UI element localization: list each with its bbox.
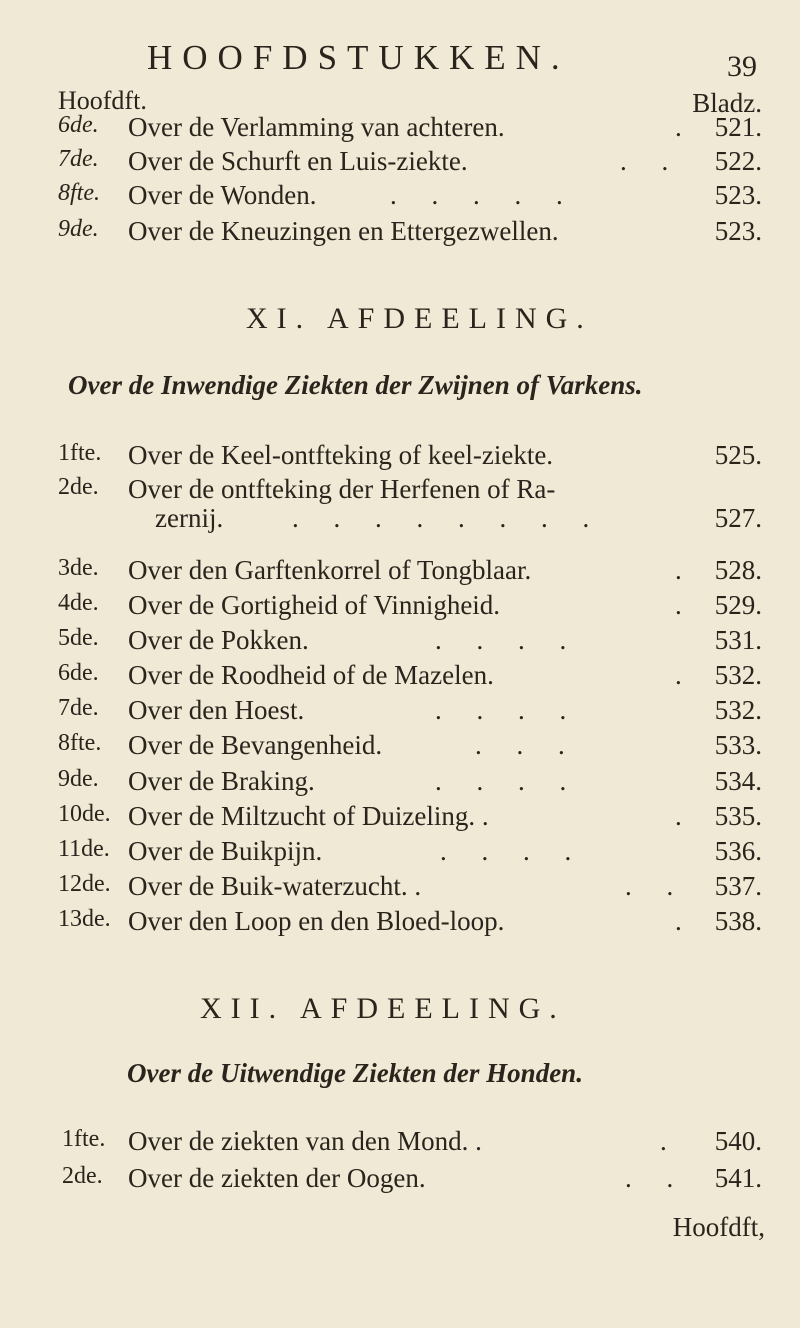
column-label-page: Bladz. <box>692 88 762 118</box>
entry-page: 538. <box>714 906 762 936</box>
entry-title: Over de Gortigheid of Vinnigheid. <box>128 590 501 620</box>
entry-number: 11de. <box>58 836 110 862</box>
entry-page: 534. <box>714 766 762 796</box>
entry-page: 533. <box>714 730 762 760</box>
entry-number: 1fte. <box>58 440 102 466</box>
entry-title: Over den Loop en den Bloed-loop. <box>128 906 505 936</box>
entry-title: Over de Buik-waterzucht. . <box>128 871 422 901</box>
entry-number: 7de. <box>58 146 99 172</box>
toc-entry <box>0 180 800 220</box>
entry-number: 5de. <box>58 625 99 651</box>
entry-title: Over de Schurft en Luis-ziekte. <box>128 146 468 176</box>
toc-entry <box>0 1126 800 1166</box>
toc-entry <box>0 871 800 911</box>
running-head: HOOFDSTUKKEN. <box>147 38 570 77</box>
entry-title: Over de Kneuzingen en Ettergezwellen. <box>128 216 559 246</box>
entry-number: 9de. <box>58 216 99 242</box>
section-subtitle-xii: Over de Uitwendige Ziekten der Honden. <box>127 1058 583 1088</box>
leader-dots: . <box>660 1126 681 1156</box>
leader-dots: . . . . <box>435 625 581 655</box>
section-subtitle-xi: Over de Inwendige Ziekten der Zwijnen of Varkens. <box>68 370 643 400</box>
entry-page: 523. <box>714 180 762 210</box>
entry-number: 3de. <box>58 555 99 581</box>
section-heading-xii: XII. AFDEELING. <box>200 992 566 1025</box>
column-label-chapter: Hoofdft. <box>58 86 147 115</box>
entry-title: Over de Roodheid of de Mazelen. <box>128 660 494 690</box>
entry-number: 9de. <box>58 766 99 792</box>
section-heading-xi: XI. AFDEELING. <box>246 302 593 335</box>
entry-page: 529. <box>714 590 762 620</box>
entry-page: 532. <box>714 660 762 690</box>
leader-dots: . . . . <box>440 836 586 866</box>
entry-number: 2de. <box>62 1163 103 1189</box>
entry-number: 8fte. <box>58 730 102 756</box>
toc-entry <box>0 730 800 770</box>
entry-page: 531. <box>714 625 762 655</box>
entry-title: Over den Garftenkorrel of Tongblaar. <box>128 555 532 585</box>
entry-title: zernij. <box>155 503 224 533</box>
entry-number: 6de. <box>58 660 99 686</box>
leader-dots: . . <box>625 871 688 901</box>
entry-number: 1fte. <box>62 1126 106 1152</box>
entry-title: Over de ontfteking der Herfenen of Ra- <box>128 474 556 504</box>
entry-number: 4de. <box>58 590 99 616</box>
page-number: 39 <box>727 50 757 83</box>
entry-number: 6de. <box>58 112 99 138</box>
leader-dots: . . . . . <box>390 180 577 210</box>
entry-page: 528. <box>714 555 762 585</box>
toc-entry <box>0 695 800 735</box>
entry-number: 13de. <box>58 906 111 932</box>
leader-dots: . <box>675 906 696 936</box>
entry-page: 521. <box>714 112 762 142</box>
leader-dots: . . <box>620 146 683 176</box>
entry-page: 540. <box>714 1126 762 1156</box>
toc-entry <box>0 906 800 946</box>
entry-title: Over de Braking. <box>128 766 315 796</box>
leader-dots: . <box>675 555 696 585</box>
leader-dots: . . . . <box>435 695 581 725</box>
entry-page: 535. <box>714 801 762 831</box>
entry-page: 537. <box>714 871 762 901</box>
entry-page: 522. <box>714 146 762 176</box>
entry-page: 523. <box>714 216 762 246</box>
leader-dots: . . <box>625 1163 688 1193</box>
leader-dots: . <box>675 590 696 620</box>
leader-dots: . . . . <box>435 766 581 796</box>
toc-entry-continuation <box>0 503 800 543</box>
toc-entry <box>0 660 800 700</box>
catchword: Hoofdft, <box>672 1212 765 1242</box>
entry-title: Over de Bevangenheid. <box>128 730 383 760</box>
entry-title: Over de Wonden. <box>128 180 317 210</box>
entry-title: Over den Hoest. <box>128 695 305 725</box>
leader-dots: . . . <box>475 730 579 760</box>
leader-dots: . . . . . . . . <box>292 503 604 533</box>
toc-entry <box>0 216 800 256</box>
toc-entry <box>0 1163 800 1203</box>
entry-title: Over de Pokken. <box>128 625 309 655</box>
toc-entry <box>0 766 800 806</box>
toc-entry <box>0 555 800 595</box>
entry-number: 7de. <box>58 695 99 721</box>
entry-title: Over de Keel-ontfteking of keel-ziekte. <box>128 440 554 470</box>
entry-number: 12de. <box>58 871 111 897</box>
entry-number: 2de. <box>58 474 99 500</box>
entry-page: 527. <box>714 503 762 533</box>
entry-page: 532. <box>714 695 762 725</box>
entry-page: 525. <box>714 440 762 470</box>
leader-dots: . <box>675 801 696 831</box>
entry-page: 541. <box>714 1163 762 1193</box>
toc-entry <box>0 801 800 841</box>
entry-title: Over de ziekten van den Mond. . <box>128 1126 482 1156</box>
entry-number: 10de. <box>58 801 111 827</box>
entry-title: Over de Buikpijn. <box>128 836 323 866</box>
toc-entry <box>0 836 800 876</box>
entry-number: 8fte. <box>58 180 100 206</box>
entry-title: Over de Verlamming van achteren. <box>128 112 505 142</box>
entry-page: 536. <box>714 836 762 866</box>
toc-entry <box>0 590 800 630</box>
leader-dots: . <box>675 660 696 690</box>
toc-entry <box>0 625 800 665</box>
leader-dots: . <box>675 112 696 142</box>
entry-title: Over de Miltzucht of Duizeling. . <box>128 801 489 831</box>
entry-title: Over de ziekten der Oogen. <box>128 1163 426 1193</box>
